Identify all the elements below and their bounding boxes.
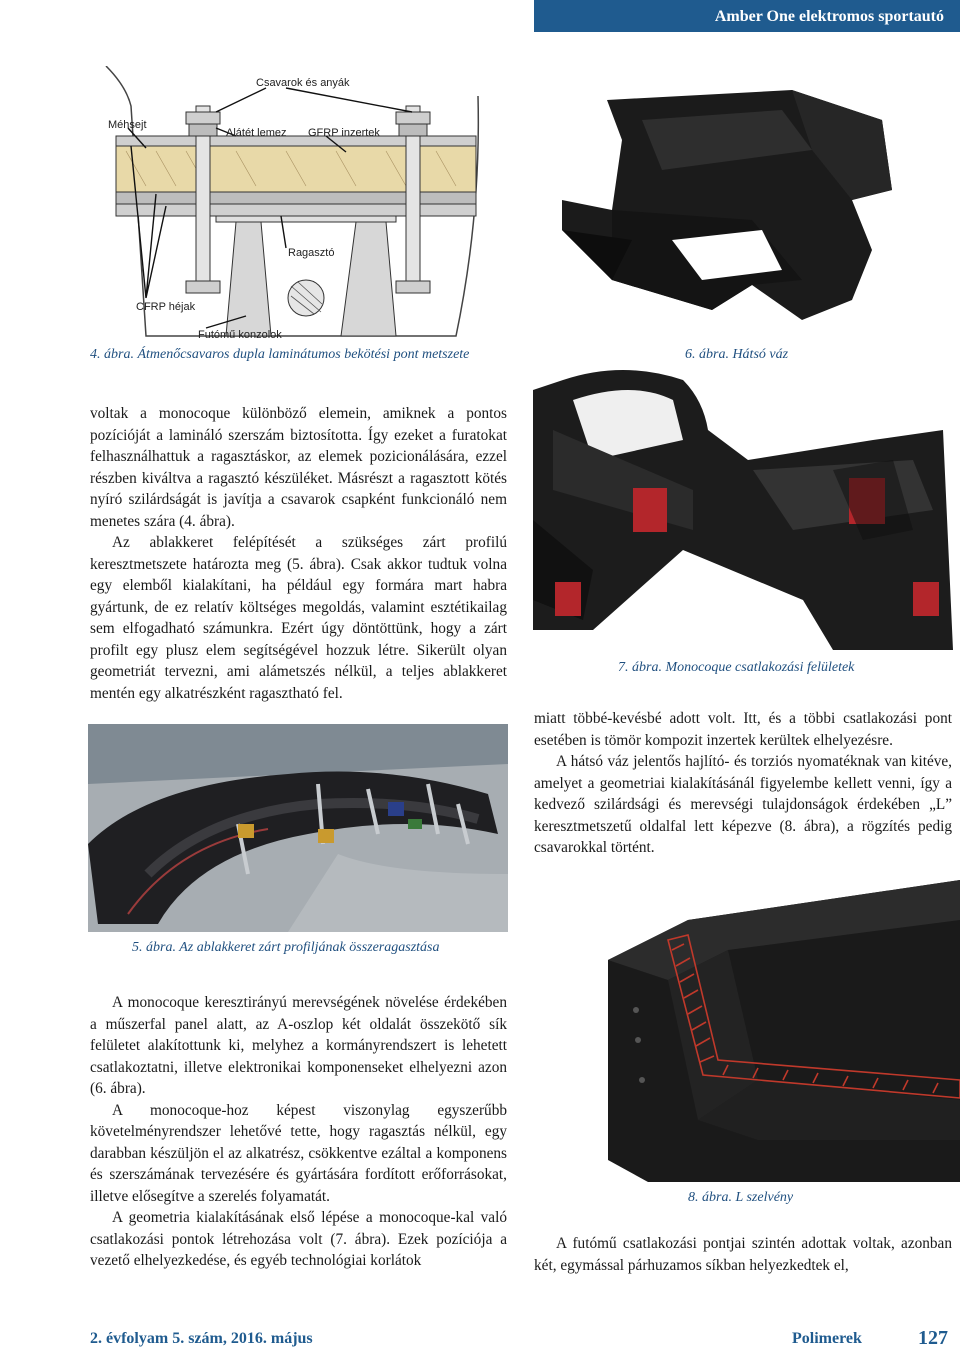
label-cfrp: CFRP héjak: [136, 301, 196, 313]
insert-red-1: [633, 488, 667, 532]
running-title: Amber One elektromos sportautó: [714, 8, 944, 25]
label-gfrp: GFRP inzertek: [308, 127, 380, 139]
figure-7-caption: 7. ábra. Monocoque csatlakozási felületek: [618, 660, 855, 675]
label-csavarok: Csavarok és anyák: [256, 77, 350, 89]
figure-6-image: [552, 80, 942, 342]
body-text-left-bottom: [90, 992, 507, 1272]
footer-journal: Polimerek: [792, 1330, 862, 1347]
paragraph-4: A monocoque-hoz képest viszonylag egyszerűbb követelményrendszer lehetővé tette, hogy ragasztás nélkül, egy darabban készüljön el az alkatrész, csökkentve ezáltal a komponens és szerszámának tervezésére és gyártására fordított erőforrásokat, illetve elősegítve a szerelés folyamatát.: [90, 1101, 507, 1205]
paragraph-right-3: A futómű csatlakozási pontjai szintén adottak voltak, azonban két, egymással párhuzamos síkban helyezkedtek el,: [534, 1235, 952, 1274]
body-text-right-middle: [534, 708, 952, 859]
figure-8-caption: 8. ábra. L szelvény: [688, 1190, 794, 1205]
figure-8-image: [608, 880, 960, 1182]
page-number: 127: [918, 1327, 948, 1349]
label-futomu: Futómű konzolok: [198, 329, 282, 341]
paragraph-right-1: miatt többé-kevésbé adott volt. Itt, és a többi csatlakozási pont esetében is tömör kompozit inzertek kerültek elhelyezésre.: [534, 710, 952, 749]
paragraph-right-2: A hátsó váz jelentős hajlító- és torziós nyomatéknak van kitéve, amelyet a geometriai kialakításánál figyelembe kellett venni, így a kedvező szilárdsági és merevségi tulajdonságok érdekében „L” keresztmetszetű oldalfal lett képezve (8. ábra), a rögzítés pedig csavarokkal történt.: [534, 753, 952, 856]
figure-7-image: [533, 370, 953, 650]
figure-5-photo: [88, 724, 508, 932]
label-mehsejt: Méhsejt: [108, 119, 147, 131]
figure-5-caption: 5. ábra. Az ablakkeret zárt profiljának összeragasztása: [132, 940, 440, 955]
paragraph-3: A monocoque keresztirányú merevségének növelése érdekében a műszerfal panel alatt, az A-oszlop két oldalát összekötő sík felületet alakítottunk ki, melyhez a kormányrendszert is lehetett csatlakoztatni, illetve elektronikai komponenseket elhelyezni azon (6. ábra).: [90, 994, 507, 1097]
insert-red-4: [913, 582, 939, 616]
insert-red-3: [555, 582, 581, 616]
footer-issue: 2. évfolyam 5. szám, 2016. május: [90, 1330, 313, 1347]
paragraph-5: A geometria kialakításának első lépése a monocoque-kal való csatlakozási pontok létrehozása volt (7. ábra). Ezek pozíciója a vezető elhelyezkedése, és egyéb technológiai korlátok: [90, 1209, 507, 1269]
label-alatet: Alátét lemez: [226, 127, 287, 139]
label-ragaszto: Ragasztó: [288, 247, 335, 259]
paragraph-1: voltak a monocoque különböző elemein, amiknek a pontos pozícióját a lamináló szerszám biztosította. Így ezeket a furatokat felhasználhattuk a ragasztáskor, az elemek pozicionálására, ezzel részben kiváltva a ragasztó készüléket. Másrészt a ragasztott kötés nyíró szilárdságát is javítja a csavarok csapként funkcionáló nem menetes szára (4. ábra).: [90, 405, 507, 530]
figure-4-drawing: [86, 66, 496, 342]
figure-4-caption: 4. ábra. Átmenőcsavaros dupla laminátumos bekötési pont metszete: [90, 347, 470, 362]
body-text-right-bottom: [534, 1233, 952, 1276]
figure-6-caption: 6. ábra. Hátsó váz: [685, 347, 789, 362]
body-text-left-top: [90, 403, 507, 704]
paragraph-2: Az ablakkeret felépítését a szükséges zárt profilú keresztmetszete határozta meg (5. ábra). Csak akkor tudtuk volna egy elemből kialakítani, ha például egy formára mart habra gyártunk, de ez relatív költséges megoldás, valamint esztétikailag sem elfogadható számunkra. Ezért úgy döntöttünk, hogy a zárt profilt egy plusz elem segítségével hozzuk létre. Sikerült olyan geometriát tervezni, ami alámetszés nélkül, a teljes ablakkeret mentén egy alkatrészként ragasztható fel.: [90, 534, 507, 702]
